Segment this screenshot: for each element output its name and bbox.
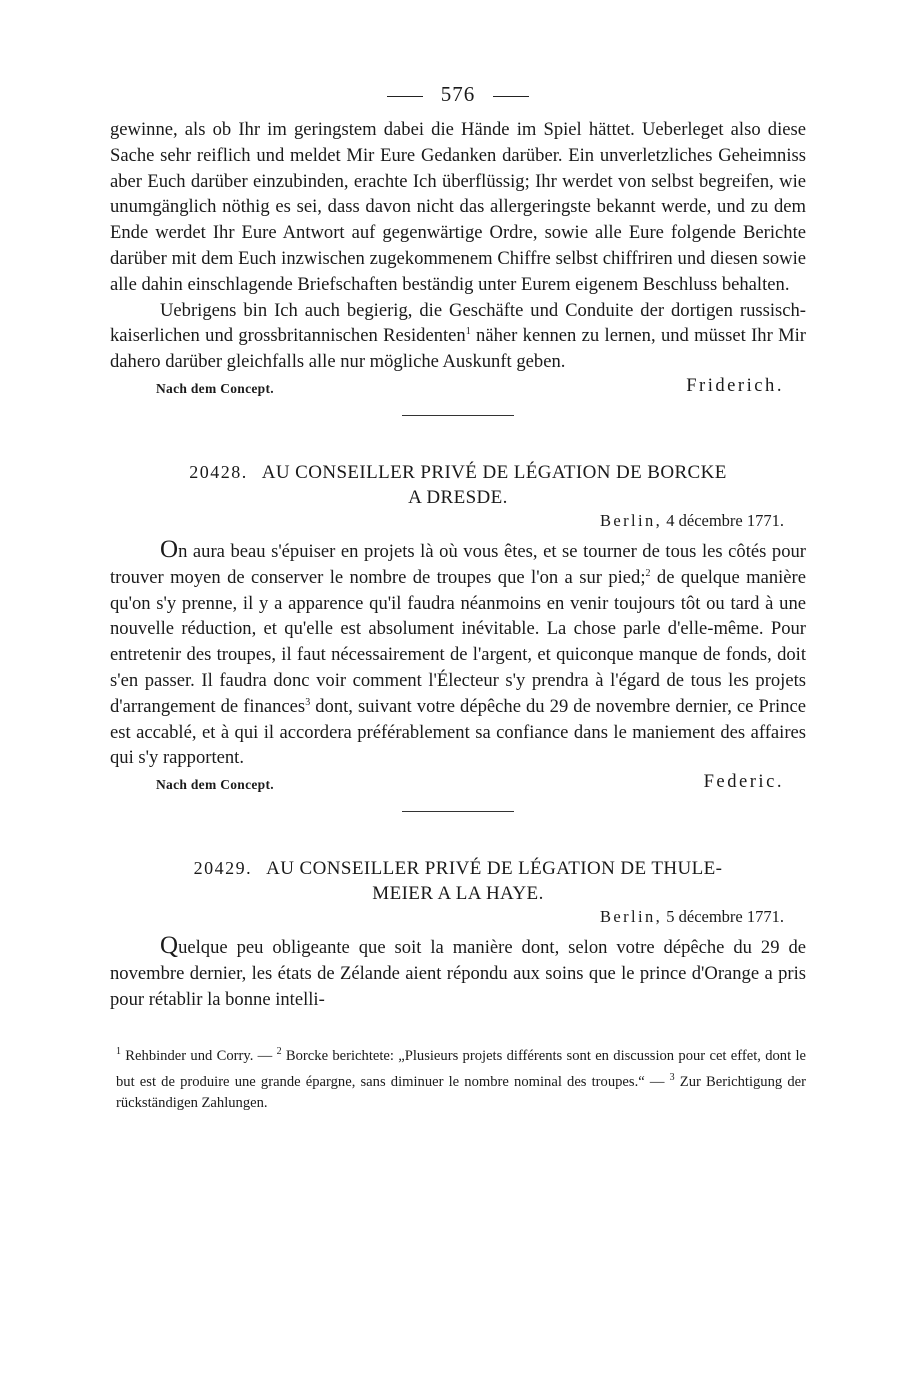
letter-20428-number: 20428. — [189, 461, 248, 482]
letter-20428-heading — [110, 460, 806, 510]
letter-20428-source: Nach dem Concept. — [156, 777, 274, 793]
letter-20428-text-a: n aura beau s'épuiser en projets là où vous êtes, et se tourner de tous les côtés pour trouver moyen de conserver le nombre de troupes que l'on a sur pied; — [110, 540, 806, 588]
letter-20429-dateline — [110, 907, 784, 927]
page-number-text: 576 — [440, 82, 476, 106]
footnote-ref-2: 2 — [645, 567, 651, 579]
letter-20428-dropcap: O — [160, 535, 179, 563]
footnotes — [110, 1041, 806, 1115]
letter-20428-dateline — [110, 511, 784, 531]
document-page — [110, 82, 806, 1115]
prev-letter-signoff — [110, 375, 806, 401]
letter-20428-text-c: dont, suivant votre dépêche du 29 de novembre dernier, ce Prince est accablé, et à qui il accordera préférablement sa confiance dans le maniement des affaires qui s'y rapportent. — [110, 695, 806, 769]
letter-20429-date: 5 décembre 1771. — [666, 907, 784, 927]
letter-20429-recipient: AU CONSEILLER PRIVÉ DE LÉGATION DE THULE- — [266, 858, 723, 880]
prev-letter-paragraph-2-text: Uebrigens bin Ich auch begierig, die Geschäfte und Conduite der dortigen russisch-kaiserlichen und grossbritannischen Residenten — [110, 299, 806, 347]
prev-letter-paragraph-2-rest: näher kennen zu lernen, und müsset Ihr Mir dahero darüber gleichfalls alle nur mögliche Auskunft geben. — [110, 325, 807, 373]
letter-20428-signoff — [110, 771, 806, 797]
letter-20428-body — [110, 537, 806, 771]
page-number-dash-right — [493, 96, 529, 97]
footnote-1-text: Rehbinder und Corry. — — [121, 1047, 277, 1064]
letter-20429-heading — [110, 856, 806, 906]
letter-20428-place: Berlin, — [599, 510, 663, 530]
footnote-3-text: Zur Berichtigung der rückständigen Zahlungen. — [116, 1073, 806, 1112]
footnote-ref-3: 3 — [305, 696, 311, 708]
letter-20429-text: uelque peu obligeante que soit la manière dont, selon votre dépêche du 29 de novembre dernier, les états de Zélande aient répondu aux soins que le prince d'Orange a pris pour rétablir la bonne intelli- — [110, 937, 806, 1010]
letter-20429-body — [110, 933, 806, 1012]
footnote-1-number: 1 — [116, 1045, 121, 1057]
letter-20429-heading-line1 — [110, 856, 806, 881]
separator-rule — [402, 811, 514, 812]
page-number — [110, 82, 806, 107]
prev-letter-paragraph-2 — [110, 298, 806, 375]
letter-20428-heading-line1 — [110, 460, 806, 485]
separator-rule — [402, 415, 514, 416]
prev-letter-signer: Friderich. — [686, 374, 784, 396]
letter-20428-recipient: AU CONSEILLER PRIVÉ DE LÉGATION DE BORCKE — [261, 461, 727, 483]
letter-20428-date: 4 décembre 1771. — [666, 510, 784, 530]
letter-20429-number: 20429. — [193, 858, 253, 879]
letter-20429-dropcap: Q — [160, 932, 179, 960]
page-number-dash-left — [387, 96, 423, 97]
letter-20428-text-b: de quelque manière qu'on s'y prenne, il y a apparence qu'il faudra néanmoins en venir toujours tôt ou tard à une nouvelle réduction, et qu'elle est absolument inévitable. La chose parle d'elle-même. Pour entretenir des troupes, il faut nécessairement de l'argent, et quiconque manque de fonds, doit s'en passer. Il faudra donc voir comment l'Électeur s'y prendra à l'égard de tous les projets d'arrangement de finances — [110, 566, 806, 717]
letter-20428-heading-line2: A DRESDE. — [408, 486, 508, 508]
prev-letter-paragraph-1: gewinne, als ob Ihr im geringstem dabei die Hände im Spiel hättet. Ueberleget also diese Sache sehr reiflich und meldet Mir Eure Gedanken darüber. Ein unverletzliches Geheimniss aber Euch darüber einzubinden, erachte Ich überflüssig; Ihr werdet von selbst begreifen, wie unumgänglich nöthig es sei, dass davon nicht das allergeringste bekannt werde, und zu dem Ende werdet Ihr Eure Antwort auf gegenwärtige Ordre, sowie alle Eure folgende Berichte darüber mit dem Euch inzwischen zugekommenem Chiffre selbst chiffriren und diesen sowie alle dahin einschlagende Briefschaften beständig unter Eurem eigenem Beschluss behalten. — [110, 119, 806, 295]
footnote-3-number: 3 — [669, 1071, 675, 1083]
prev-letter-source: Nach dem Concept. — [156, 380, 274, 396]
letter-20428-signer: Federic. — [703, 771, 784, 793]
footnote-ref-1: 1 — [465, 326, 471, 338]
letter-20429-place: Berlin, — [599, 907, 663, 927]
footnote-2-text: Borcke berichtete: „Plusieurs projets différents sont en discussion pour cet effet, dont le but est de produire une grande épargne, sans diminuer le nombre nominal des troupes.“ — — [116, 1047, 806, 1090]
footnote-2-number: 2 — [276, 1045, 282, 1057]
letter-20429-heading-line2: MEIER A LA HAYE. — [372, 883, 544, 905]
